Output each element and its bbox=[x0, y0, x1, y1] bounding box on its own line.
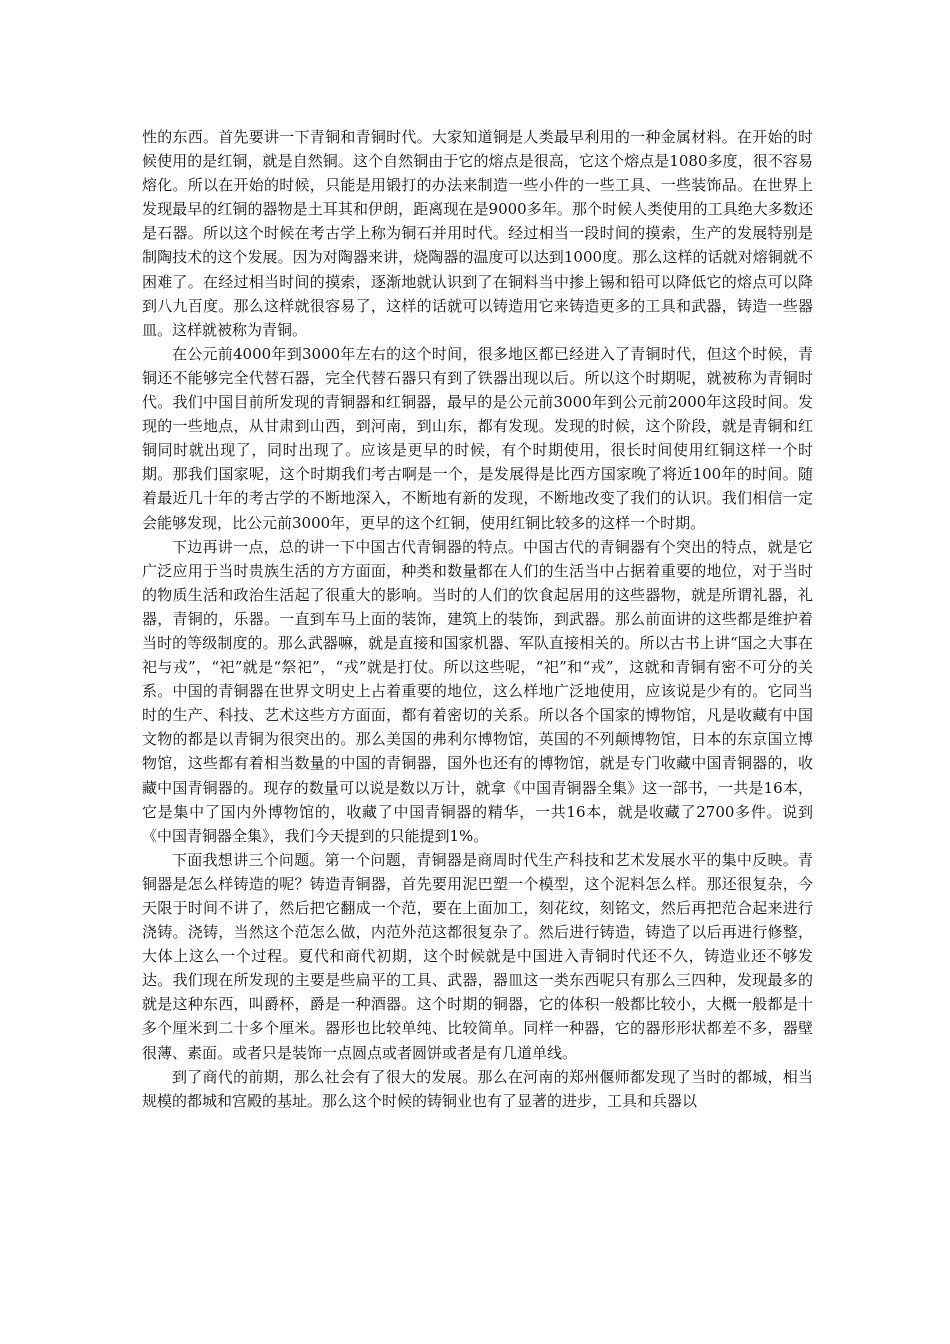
paragraph-2: 在公元前4000年到3000年左右的这个时间，很多地区都已经进入了青铜时代，但这个时候，青铜还不能够完全代替石器，完全代替石器只有到了铁器出现以后。所以这个时期呢，就被称为青铜时代。我们中国目前所发现的青铜器和红铜器，最早的是公元前3000年到公元前2000年这段时间。发现的一些地点，从甘肃到山西，到河南，到山东，都有发现。发现的时候，这个阶段，就是青铜和红铜同时就出现了，同时出现了。应该是更早的时候，有个时期使用，很长时间使用红铜这样一个时期。那我们国家呢，这个时期我们考古啊是一个，是发展得是比西方国家晚了将近100年的时间。随着最近几十年的考古学的不断地深入，不断地有新的发现，不断地改变了我们的认识。我们相信一定会能够发现，比公元前3000年，更早的这个红铜，使用红铜比较多的这样一个时期。 bbox=[142, 344, 813, 532]
document-body bbox=[142, 125, 813, 1113]
paragraph-1: 性的东西。首先要讲一下青铜和青铜时代。大家知道铜是人类最早利用的一种金属材料。在开始的时候使用的是红铜，就是自然铜。这个自然铜由于它的熔点是很高，它这个熔点是1080多度，很不容易熔化。所以在开始的时候，只能是用锻打的办法来制造一些小件的一些工具、一些装饰品。在世界上发现最早的红铜的器物是土耳其和伊朗，距离现在是9000多年。那个时候人类使用的工具绝大多数还是石器。所以这个时候在考古学上称为铜石并用时代。经过相当一段时间的摸索，生产的发展特别是制陶技术的这个发展。因为对陶器来讲，烧陶器的温度可以达到1000度。那么这样的话就对熔铜就不困难了。在经过相当时间的摸索，逐渐地就认识到了在铜料当中掺上锡和铅可以降低它的熔点可以降到八九百度。那么这样就很容易了，这样的话就可以铸造用它来铸造更多的工具和武器，铸造一些器皿。这样就被称为青铜。 bbox=[142, 128, 813, 339]
paragraph-5: 到了商代的前期，那么社会有了很大的发展。那么在河南的郑州偃师都发现了当时的都城，相当规模的都城和宫殿的基址。那么这个时候的铸铜业也有了显著的进步，工具和兵器以 bbox=[142, 1067, 813, 1110]
paragraph-3: 下边再讲一点，总的讲一下中国古代青铜器的特点。中国古代的青铜器有个突出的特点，就是它广泛应用于当时贵族生活的方方面面，种类和数量都在人们的生活当中占据着重要的地位，对于当时的物质生活和政治生活起了很重大的影响。当时的人们的饮食起居用的这些器物，就是所谓礼器，礼器，青铜的，乐器。一直到车马上面的装饰，建筑上的装饰，到武器。那么前面讲的这些都是维护着当时的等级制度的。那么武器嘛，就是直接和国家机器、军队直接相关的。所以古书上讲“国之大事在祀与戎”，“祀”就是“祭祀”，“戎”就是打仗。所以这些呢，“祀”和“戎”，这就和青铜有密不可分的关系。中国的青铜器在世界文明史上占着重要的地位，这么样地广泛地使用，应该说是少有的。它同当时的生产、科技、艺术这些方方面面，都有着密切的关系。所以各个国家的博物馆，凡是收藏有中国文物的都是以青铜为很突出的。那么美国的弗利尔博物馆，英国的不列颠博物馆，日本的东京国立博物馆，这些都有着相当数量的中国的青铜器，国外也还有的博物馆，就是专门收藏中国青铜器的，收藏中国青铜器的。现存的数量可以说是数以万计，就拿《中国青铜器全集》这一部书，一共是16本，它是集中了国内外博物馆的，收藏了中国青铜器的精华，一共16本，就是收藏了2700多件。说到《中国青铜器全集》，我们今天提到的只能提到1%。 bbox=[142, 537, 813, 845]
paragraph-4: 下面我想讲三个问题。第一个问题，青铜器是商周时代生产科技和艺术发展水平的集中反映。青铜器是怎么样铸造的呢？铸造青铜器，首先要用泥巴塑一个模型，这个泥料怎么样。那还很复杂，今天限于时间不讲了，然后把它翻成一个范，要在上面加工，刻花纹，刻铭文，然后再把范合起来进行浇铸。浇铸，当然这个范怎么做，内范外范这都很复杂了。然后进行铸造，铸造了以后再进行修整，大体上这么一个过程。夏代和商代初期，这个时候就是中国进入青铜时代还不久，铸造业还不够发达。我们现在所发现的主要是些扁平的工具、武器，器皿这一类东西呢只有那么三四种，发现最多的就是这种东西，叫爵杯，爵是一种酒器。这个时期的铜器，它的体积一般都比较小，大概一般都是十多个厘米到二十多个厘米。器形也比较单纯、比较简单。同样一种器，它的器形形状都差不多，器壁很薄、素面。或者只是装饰一点圆点或者圆饼或者是有几道单线。 bbox=[142, 850, 813, 1062]
